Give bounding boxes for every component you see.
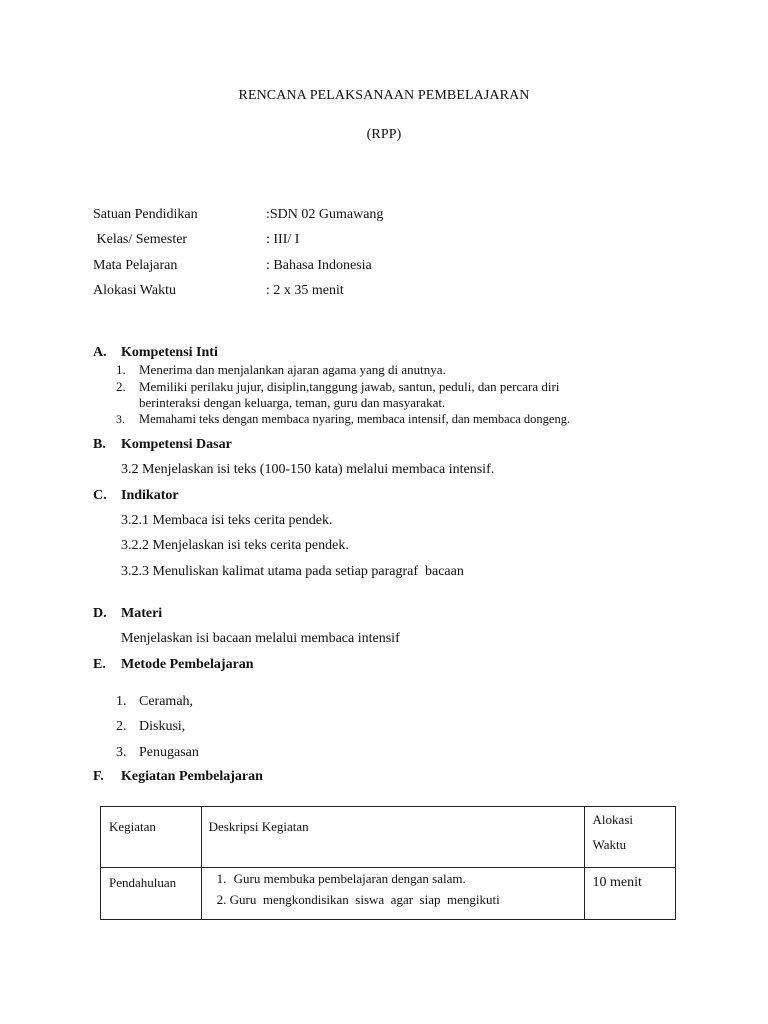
info-value-alokasi: : 2 x 35 menit bbox=[266, 283, 344, 298]
info-label-alokasi: Alokasi Waktu bbox=[93, 283, 176, 298]
indicator-item-3: 3.2.3 Menuliskan kalimat utama pada setiap paragraf bacaan bbox=[121, 564, 464, 579]
section-a-title: Kompetensi Inti bbox=[121, 345, 218, 360]
section-d-letter: D. bbox=[93, 606, 107, 621]
step-1 bbox=[217, 868, 599, 889]
step-1-text: Guru membuka pembelajaran dengan salam. bbox=[233, 871, 466, 886]
section-a-item-2-num: 2. bbox=[116, 379, 126, 394]
section-b-letter: B. bbox=[93, 437, 106, 452]
method-item-3-text: Penugasan bbox=[139, 745, 199, 760]
header-kegiatan-cell bbox=[101, 807, 202, 868]
step-2-num: 2. bbox=[216, 892, 227, 907]
section-a-item-3-text: Memahami teks dengan membaca nyaring, membaca intensif, dan membaca dongeng. bbox=[139, 412, 571, 426]
info-value-kelas: : III/ I bbox=[266, 232, 300, 247]
document-title: RENCANA PELAKSANAAN PEMBELAJARAN bbox=[238, 88, 530, 103]
header-deskripsi-cell bbox=[201, 807, 584, 868]
section-c-letter: C. bbox=[93, 488, 107, 503]
info-label-mapel: Mata Pelajaran bbox=[93, 258, 178, 273]
info-label-satuan: Satuan Pendidikan bbox=[93, 207, 198, 222]
section-d-text: Menjelaskan isi bacaan melalui membaca intensif bbox=[121, 631, 400, 646]
section-e-letter: E. bbox=[93, 657, 106, 672]
step-2-text: Guru mengkondisikan siswa agar siap mengikuti bbox=[229, 892, 500, 907]
row-alokasi: 10 menit bbox=[592, 875, 642, 890]
document-subtitle: (RPP) bbox=[366, 127, 402, 142]
table-header-row bbox=[101, 807, 676, 868]
section-d-title: Materi bbox=[121, 606, 163, 621]
table-row bbox=[101, 868, 676, 920]
step-2 bbox=[217, 889, 599, 910]
section-a-item-3-num: 3. bbox=[116, 412, 125, 426]
section-f-letter: F. bbox=[93, 769, 104, 784]
header-kegiatan: Kegiatan bbox=[109, 819, 156, 834]
header-alokasi-cell bbox=[584, 807, 675, 868]
info-value-satuan: :SDN 02 Gumawang bbox=[266, 207, 384, 222]
section-c-title: Indikator bbox=[121, 488, 179, 503]
indicator-item-1: 3.2.1 Membaca isi teks cerita pendek. bbox=[121, 513, 333, 528]
info-label-kelas: Kelas/ Semester bbox=[93, 232, 188, 247]
row-kegiatan: Pendahuluan bbox=[109, 875, 177, 890]
section-b-text: 3.2 Menjelaskan isi teks (100-150 kata) melalui membaca intensif. bbox=[121, 462, 495, 477]
header-alokasi-line1: Alokasi bbox=[592, 812, 633, 827]
method-item-2-text: Diskusi, bbox=[139, 719, 186, 734]
step-1-num: 1. bbox=[216, 871, 227, 886]
method-item-1-num: 1. bbox=[116, 694, 127, 709]
header-alokasi-line2: Waktu bbox=[592, 837, 627, 852]
row-deskripsi-cell bbox=[201, 868, 584, 920]
section-a-item-1-num: 1. bbox=[116, 362, 126, 377]
header-deskripsi: Deskripsi Kegiatan bbox=[208, 819, 309, 834]
section-b-title: Kompetensi Dasar bbox=[121, 437, 232, 452]
row-kegiatan-cell bbox=[101, 868, 202, 920]
section-a-letter: A. bbox=[93, 345, 107, 360]
section-e-title: Metode Pembelajaran bbox=[121, 657, 254, 672]
indicator-item-2: 3.2.2 Menjelaskan isi teks cerita pendek. bbox=[121, 538, 349, 553]
method-item-1-text: Ceramah, bbox=[139, 694, 194, 709]
method-item-3-num: 3. bbox=[116, 745, 127, 760]
section-a-item-1-text: Menerima dan menjalankan ajaran agama yang di anutnya. bbox=[139, 362, 446, 377]
section-f-title: Kegiatan Pembelajaran bbox=[121, 769, 263, 784]
method-item-2-num: 2. bbox=[116, 719, 127, 734]
section-a-item-2-text-cont: berinteraksi dengan keluarga, teman, guru dan masyarakat. bbox=[139, 395, 446, 410]
section-a-item-2-text: Memiliki perilaku jujur, disiplin,tanggung jawab, santun, peduli, dan percara diri bbox=[139, 379, 560, 394]
activity-table bbox=[100, 806, 676, 920]
info-value-mapel: : Bahasa Indonesia bbox=[266, 258, 372, 273]
